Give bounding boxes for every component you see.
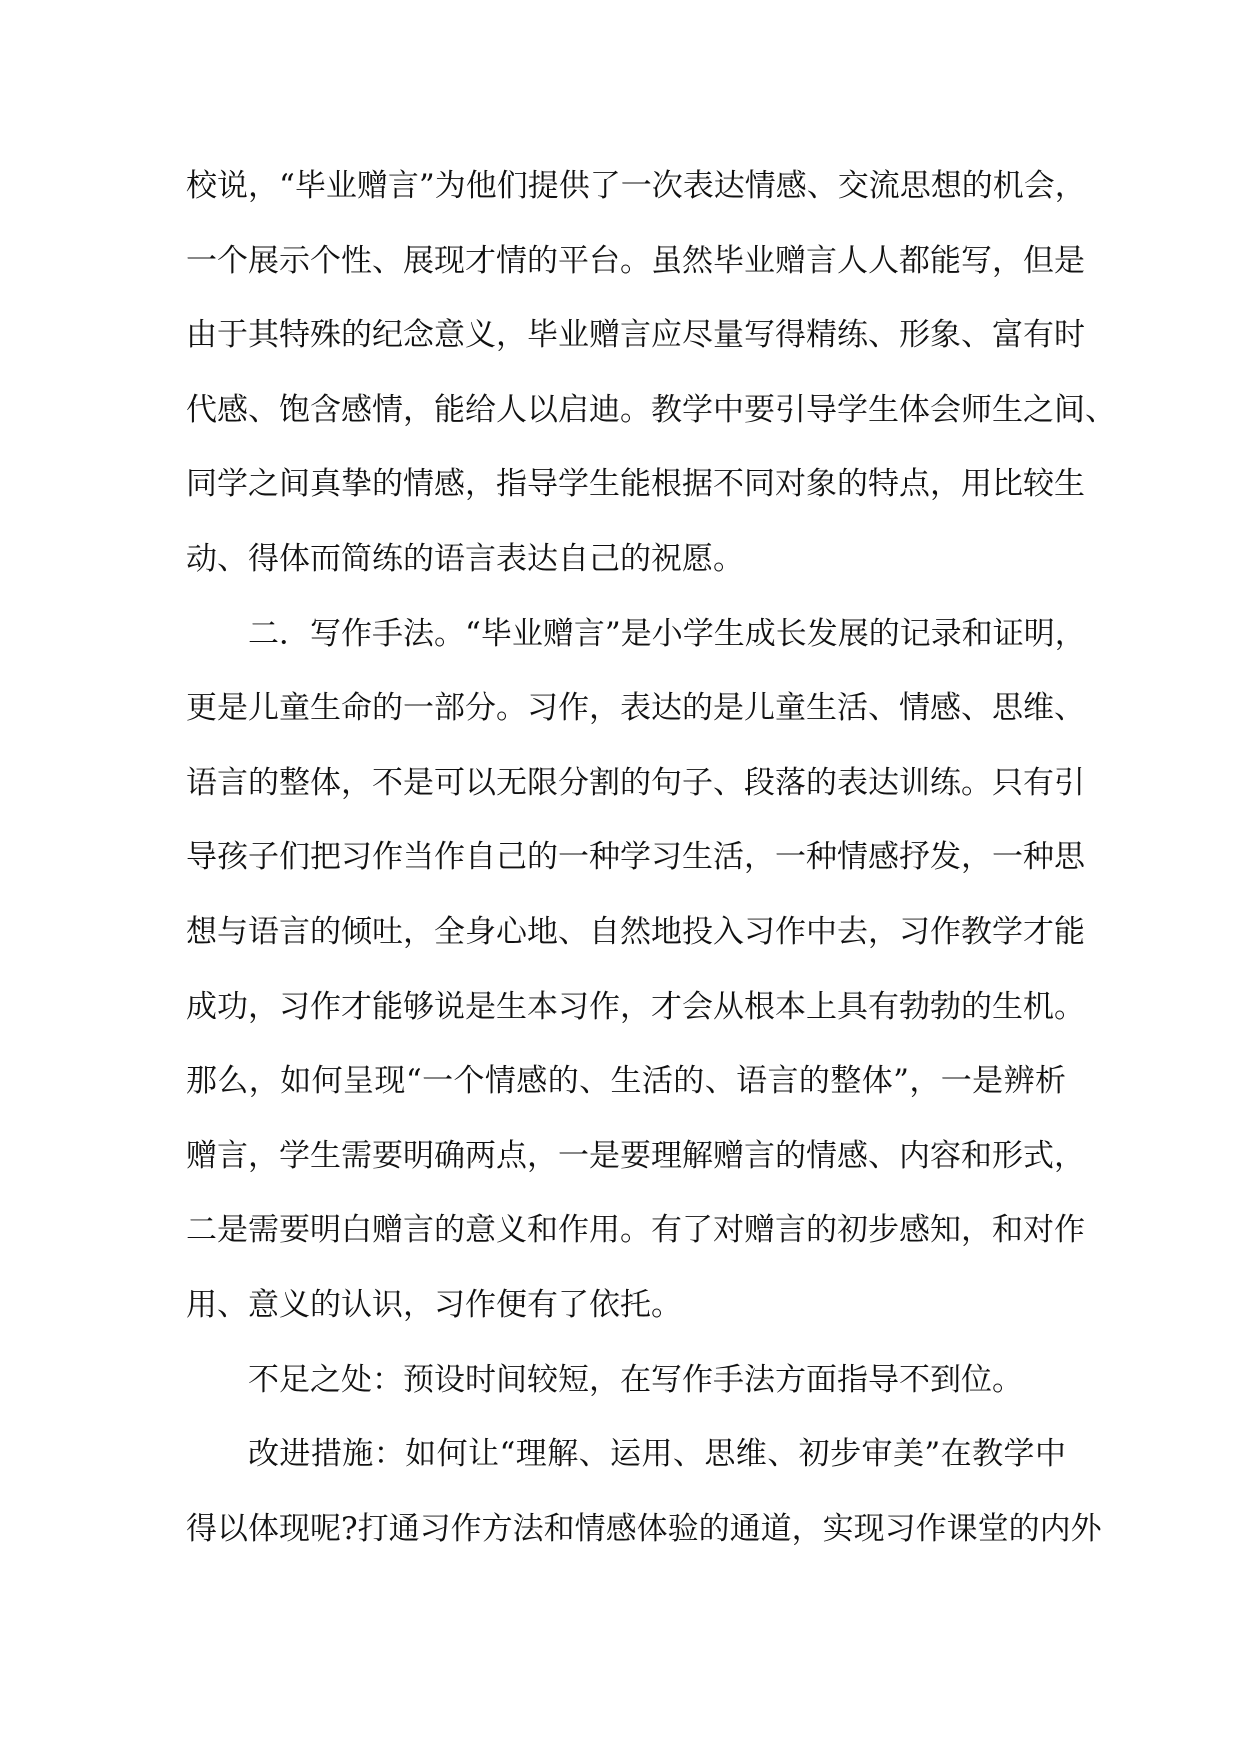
text-line: 同学之间真挚的情感，指导学生能根据不同对象的特点，用比较生 xyxy=(186,466,1085,503)
text-line: 校说，“毕业赠言”为他们提供了一次表达情感、交流思想的机会， xyxy=(186,168,1086,204)
body-text xyxy=(186,164,1116,1581)
text-line: 导孩子们把习作当作自己的一种学习生活，一种情感抒发，一种思 xyxy=(186,839,1085,876)
text-line: 得以体现呢?打通习作方法和情感体验的通道，实现习作课堂的内外 xyxy=(186,1510,1102,1547)
text-line: 赠言，学生需要明确两点，一是要理解赠言的情感、内容和形式， xyxy=(186,1137,1085,1174)
text-line: 语言的整体，不是可以无限分割的句子、段落的表达训练。只有引 xyxy=(186,764,1085,801)
text-line: 动、得体而简练的语言表达自己的祝愿。 xyxy=(186,540,744,577)
text-line: 更是儿童生命的一部分。习作，表达的是儿童生活、情感、思维、 xyxy=(186,690,1085,727)
text-line: 用、意义的认识，习作便有了依托。 xyxy=(186,1286,682,1323)
text-line: 那么，如何呈现“一个情感的、生活的、语言的整体”，一是辨析 xyxy=(186,1063,1066,1100)
text-line: 改进措施：如何让“理解、运用、思维、初步审美”在教学中 xyxy=(248,1436,1066,1473)
text-line: 由于其特殊的纪念意义，毕业赠言应尽量写得精练、形象、富有时 xyxy=(186,317,1085,354)
text-line: 代感、饱含感情，能给人以启迪。教学中要引导学生体会师生之间、 xyxy=(186,391,1116,428)
text-line: 成功，习作才能够说是生本习作，才会从根本上具有勃勃的生机。 xyxy=(186,988,1085,1025)
text-line: 不足之处：预设时间较短，在写作手法方面指导不到位。 xyxy=(248,1361,1023,1398)
text-line: 二是需要明白赠言的意义和作用。有了对赠言的初步感知，和对作 xyxy=(186,1212,1085,1249)
text-line: 想与语言的倾吐，全身心地、自然地投入习作中去，习作教学才能 xyxy=(186,913,1085,950)
text-line: 一个展示个性、展现才情的平台。虽然毕业赠言人人都能写，但是 xyxy=(186,242,1085,279)
text-line: 二．写作手法。“毕业赠言”是小学生成长发展的记录和证明， xyxy=(248,615,1086,652)
